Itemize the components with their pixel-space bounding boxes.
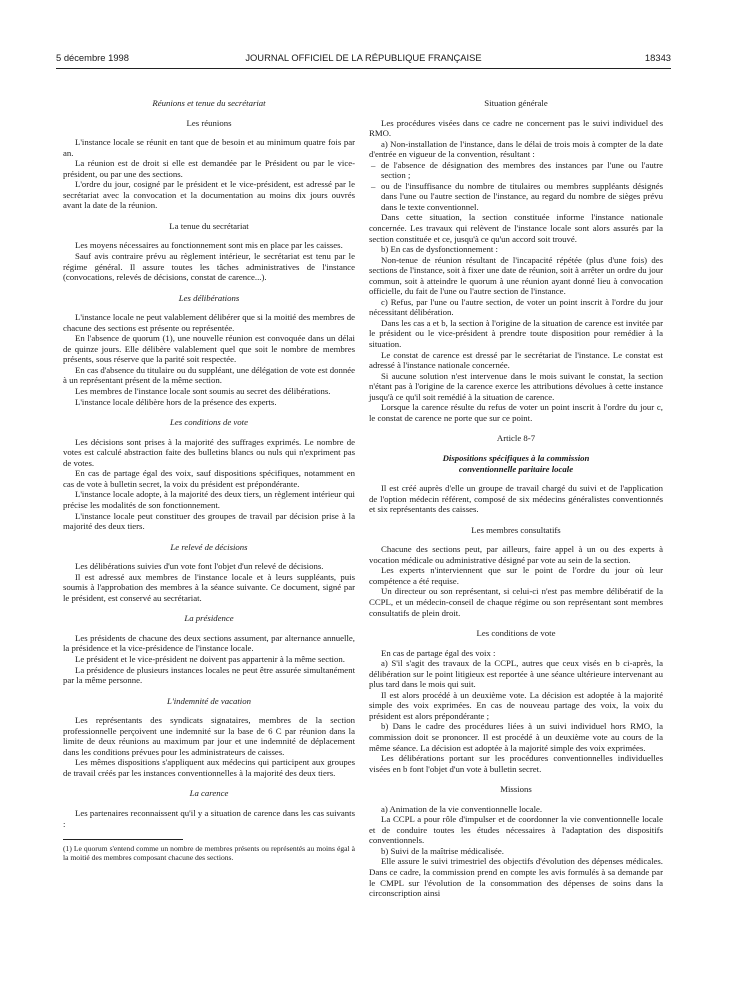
- paragraph: a) S'il s'agit des travaux de la CCPL, autres que ceux visés en b ci-après, la délibération sur le point litigieux est reportée à une séance ultérieure intervenant au plus tard dans le mois qui suit.: [369, 658, 663, 690]
- paragraph: c) Refus, par l'une ou l'autre section, de voter un point inscrit à l'ordre du jour nécessitant délibération.: [369, 296, 663, 318]
- paragraph: Dans les cas a et b, la section à l'origine de la situation de carence est invitée par le président ou le vice-président à prendre toute disposition pour remédier à la situation.: [369, 317, 663, 350]
- paragraph: La réunion est de droit si elle est demandée par le Président ou par le vice-président, ou par une des sections.: [63, 158, 355, 179]
- paragraph: L'ordre du jour, cosigné par le président et le vice-président, est adressé par le secrétariat avec la convocation et la documentation au moins dix jours ouvrés avant la date de la réunion.: [63, 179, 355, 211]
- paragraph: Non-tenue de réunion résultant de l'incapacité répétée (plus d'une fois) des sections de l'instance, soit à fixer une date de réunion, soit à arrêter un ordre du jour commun, soit à atteindre le quorum à une réunion ayant donné lieu à convocation officielle, du fait de l'une ou l'autre section de l'instance.: [369, 254, 663, 297]
- paragraph: Si aucune solution n'est intervenue dans le mois suivant le constat, la section n'étant pas à l'origine de la carence exerce les attributions dévolues à cette instance jusqu'à ce qu'il soit remédié à la situation de carence.: [369, 370, 663, 402]
- paragraph: Sauf avis contraire prévu au règlement intérieur, le secrétariat est tenu par le régime général. Il assure toutes les tâches administratives de l'instance (convocations, relevés de décisions, constat de carence...).: [63, 251, 355, 283]
- paragraph: La présidence de plusieurs instances locales ne peut être assurée simultanément par la même personne.: [63, 664, 355, 686]
- paragraph: Les partenaires reconnaissent qu'il y a situation de carence dans les cas suivants :: [63, 807, 355, 829]
- article-heading-line-2: conventionnelle paritaire locale: [458, 463, 574, 474]
- paragraph: a) Animation de la vie conventionnelle locale.: [381, 803, 543, 814]
- paragraph: L'instance locale délibère hors de la présence des experts.: [75, 396, 277, 407]
- dash-list: [369, 160, 663, 213]
- paragraph: Les délibérations portant sur les procédures conventionnelles individuelles visées en b font l'objet d'un vote à bulletin secret.: [369, 753, 663, 774]
- paragraph: b) Suivi de la maîtrise médicalisée.: [381, 845, 504, 856]
- paragraph: Un directeur ou son représentant, si celui-ci n'est pas membre délibératif de la CCPL, et un médecin-conseil de chaque régime ou son représentant sont membres consultatifs de plein droit.: [369, 586, 663, 618]
- paragraph: Les experts n'interviennent que sur le point de l'ordre du jour où leur compétence a été requise.: [369, 565, 663, 586]
- paragraph: Il est créé auprès d'elle un groupe de travail chargé du suivi et de l'application de l'option médecin référent, composé de six médecins généralistes conventionnés et six représentants des caisses.: [369, 483, 663, 515]
- footnote: (1) Le quorum s'entend comme un nombre de membres présents ou représentés au moins égal à la moitié des membres composant chacune des sections.: [63, 844, 355, 863]
- paragraph: Chacune des sections peut, par ailleurs, faire appel à un ou des experts à vocation médicale ou administrative désigné par vote au sein de la section.: [369, 544, 663, 565]
- subsection-title-carence: La carence: [189, 788, 229, 799]
- subsection-title-indemnite: L'indemnité de vacation: [166, 695, 251, 706]
- header-journal-title: JOURNAL OFFICIEL DE LA RÉPUBLIQUE FRANÇAISE: [245, 52, 482, 63]
- list-item: – ou de l'insuffisance du nombre de titulaires ou membres suppléants désignés dans l'une ou l'autre section de l'instance, au regard du nombre de sièges prévu dans le texte conventionnel.: [369, 181, 663, 213]
- paragraph: Les moyens nécessaires au fonctionnement sont mis en place par les caisses.: [75, 240, 343, 251]
- paragraph: Les membres de l'instance locale sont soumis au secret des délibérations.: [75, 386, 331, 397]
- header-rule: [56, 68, 671, 69]
- right-column: [369, 98, 663, 899]
- paragraph: Il est alors procédé à un deuxième vote. La décision est adoptée à la majorité simple des voix exprimées. En cas de nouveau partage des voix, la voix du président est alors prépondérante ;: [369, 689, 663, 721]
- paragraph: L'instance locale ne peut valablement délibérer que si la moitié des membres de chacune des sections est présente ou représentée.: [63, 312, 355, 333]
- subsection-title-reunions: Les réunions: [186, 117, 232, 128]
- article-heading-line-1: Dispositions spécifiques à la commission: [442, 452, 590, 463]
- subsection-title-releve-decisions: Le relevé de décisions: [170, 541, 248, 552]
- paragraph: En l'absence de quorum (1), une nouvelle réunion est convoquée dans un délai de quinze jours. Elle délibère valablement quel que soit le nombre de membres présents, sous réserve que la parité soit respectée.: [63, 333, 355, 365]
- paragraph: L'instance locale se réunit en tant que de besoin et au minimum quatre fois par an.: [63, 137, 355, 158]
- paragraph: Les procédures visées dans ce cadre ne concernent pas le suivi individuel des RMO.: [369, 117, 663, 139]
- paragraph: Les délibérations suivies d'un vote font l'objet d'un relevé de décisions.: [75, 561, 324, 572]
- subsection-title-presidence: La présidence: [184, 613, 234, 624]
- paragraph: Elle assure le suivi trimestriel des objectifs d'évolution des dépenses médicales. Dans ce cadre, la commission prend en compte les avis formulés à sa demande par le CMPL sur l'évolution de la consommation des dépenses de soins dans la circonscription ainsi: [369, 856, 663, 899]
- paragraph: a) Non-installation de l'instance, dans le délai de trois mois à compter de la date d'entrée en vigueur de la convention, résultant :: [369, 138, 663, 160]
- paragraph: Les représentants des syndicats signataires, membres de la section professionnelle perçoivent une indemnité sur la base de 6 C par réunion dans la limite de deux réunions au maximum par jour et une indemnité de déplacement dans les conditions prévues pour les administrateurs de caisses.: [63, 715, 355, 757]
- paragraph: L'instance locale adopte, à la majorité des deux tiers, un règlement intérieur qui précise les modalités de son fonctionnement.: [63, 489, 355, 510]
- paragraph: Les présidents de chacune des deux sections assument, par alternance annuelle, la présidence et la vice-présidence de l'instance locale.: [63, 632, 355, 654]
- paragraph: Le président et le vice-président ne doivent pas appartenir à la même section.: [75, 653, 345, 664]
- paragraph: Les décisions sont prises à la majorité des suffrages exprimés. Le nombre de votes est calculé abstraction faite des bulletins blancs ou nuls qui n'expriment pas de votes.: [63, 436, 355, 468]
- subsection-title-missions: Missions: [500, 784, 532, 795]
- footnote-rule: [63, 839, 183, 840]
- subsection-title-conditions-vote: Les conditions de vote: [476, 628, 556, 639]
- subsection-title-situation-generale: Situation générale: [484, 98, 548, 108]
- page-header: [56, 52, 671, 68]
- left-column: [63, 98, 355, 862]
- paragraph: En cas de partage égal des voix, sauf dispositions spécifiques, notamment en cas de vote à bulletin secret, la voix du président est prépondérante.: [63, 468, 355, 489]
- subsection-title-conditions-vote: Les conditions de vote: [169, 417, 248, 428]
- subsection-title-membres-consultatifs: Les membres consultatifs: [471, 524, 561, 535]
- header-date: 5 décembre 1998: [56, 52, 129, 63]
- paragraph: Il est adressé aux membres de l'instance locale et à leurs suppléants, puis soumis à l'approbation des membres à la séance suivante. Ce document, signé par le président, est conservé au secrétariat.: [63, 571, 355, 603]
- paragraph: L'instance locale peut constituer des groupes de travail par décision prise à la majorité des deux tiers.: [63, 510, 355, 532]
- paragraph: En cas d'absence du titulaire ou du suppléant, une délégation de vote est donnée à un représentant présent de la même section.: [63, 364, 355, 386]
- list-item: – de l'absence de désignation des membres des instances par l'une ou l'autre section ;: [369, 160, 663, 181]
- paragraph: Dans cette situation, la section constituée informe l'instance nationale concernée. Les travaux qui relèvent de l'instance locale sont alors assurés par la section constituée et ce, jusqu'à ce qu'un accord soit trouvé.: [369, 212, 663, 244]
- subsection-title-secretariat: La tenue du secrétariat: [169, 220, 249, 231]
- paragraph: b) Dans le cadre des procédures liées à un suivi individuel hors RMO, la commission doit se prononcer. Il est procédé à un deuxième vote au cours de la même séance. La décision est adoptée à la majorité simple des voix exprimées.: [369, 721, 663, 753]
- paragraph: Les mêmes dispositions s'appliquent aux médecins qui participent aux groupes de travail créés par les instances conventionnelles à la majorité des deux tiers.: [63, 757, 355, 778]
- paragraph: En cas de partage égal des voix :: [381, 647, 496, 658]
- section-title-reunions-secretariat: Réunions et tenue du secrétariat: [152, 98, 266, 108]
- header-page-number: 18343: [644, 52, 671, 63]
- paragraph: b) En cas de dysfonctionnement :: [381, 244, 498, 255]
- paragraph: Le constat de carence est dressé par le secrétariat de l'instance. Le constat est adressé à l'instance nationale concernée.: [369, 349, 663, 371]
- paragraph: Lorsque la carence résulte du refus de voter un point inscrit à l'ordre du jour c, le constat de carence ne porte que sur ce point.: [369, 402, 663, 423]
- paragraph: La CCPL a pour rôle d'impulser et de coordonner la vie conventionnelle locale et de conduire toutes les études nécessaires à l'adaptation des dispositifs conventionnels.: [369, 814, 663, 846]
- article-title: Article 8-7: [496, 433, 536, 444]
- subsection-title-deliberations: Les délibérations: [178, 292, 240, 303]
